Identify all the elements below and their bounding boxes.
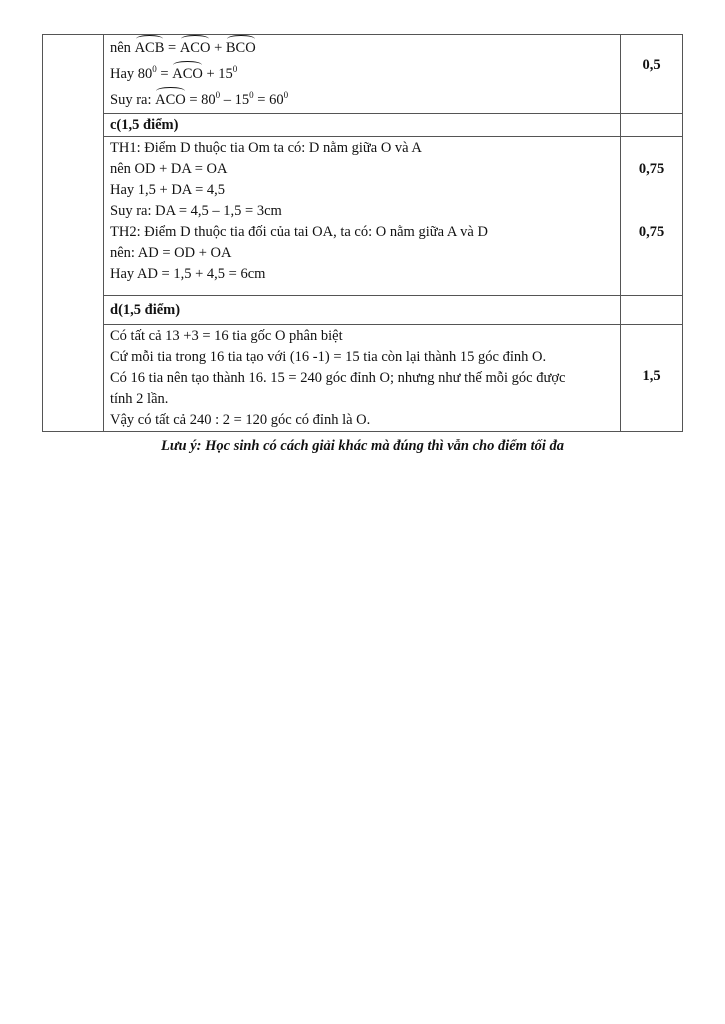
part-c-line: Hay AD = 1,5 + 4,5 = 6cm [110,266,266,282]
part-c-line: nên OD + DA = OA [110,161,228,177]
text: = [164,40,180,56]
part-b-content [104,35,621,114]
part-c-line: TH1: Điểm D thuộc tia Om ta có: D nằm giữa O và A [110,140,422,156]
row-part-d-heading [43,296,683,325]
part-b-line-3 [110,90,614,111]
text: + [210,40,226,56]
text: = 80 [185,92,216,108]
part-b-line-2 [110,64,614,85]
part-d-heading: d(1,5 điểm) [110,302,181,318]
spacer [621,138,682,159]
degree: 0 [283,90,289,100]
score-b: 0,5 [642,57,661,73]
text: = 60 [253,92,284,108]
degree: 0 [249,90,254,100]
score-cell-d [621,325,683,432]
text: = [156,66,173,82]
degree: 0 [152,64,157,74]
degree: 0 [215,90,221,100]
part-d-heading-cell [104,296,621,325]
angle-aco: ACO [155,90,186,111]
score-c-2: 0,75 [638,224,665,240]
spacer [621,201,682,222]
angle-aco: ACO [180,38,211,59]
score-cell-empty [621,296,683,325]
part-b-line-1 [110,38,614,59]
row-part-c-heading [43,114,683,137]
part-d-line: Cứ mỗi tia trong 16 tia tạo với (16 -1) = 15 tia còn lại thành 15 góc đỉnh O. [110,349,547,365]
part-c-heading: c(1,5 điểm) [110,117,179,133]
spacer [621,180,682,201]
text: – 15 [220,92,250,108]
part-c-line: nên: AD = OD + OA [110,245,232,261]
score-c-1: 0,75 [638,161,665,177]
part-c-line: Suy ra: DA = 4,5 – 1,5 = 3cm [110,203,282,219]
part-d-line: Vậy có tất cả 240 : 2 = 120 góc có đỉnh là O. [110,412,371,428]
part-d-line: Có tất cả 13 +3 = 16 tia gốc O phân biệt [110,328,343,344]
score-cell-empty [621,114,683,137]
part-c-line: TH2: Điểm D thuộc tia đối của tai OA, ta có: O nằm giữa A và D [110,224,488,240]
part-c-line: Hay 1,5 + DA = 4,5 [110,182,226,198]
row-part-d [43,325,683,432]
part-d-line: tính 2 lần. [110,391,169,407]
angle-bco: BCO [226,38,256,59]
score-cell-b [621,35,683,114]
part-c-heading-cell [104,114,621,137]
text: Suy ra: [110,92,156,108]
part-d-line: Có 16 tia nên tạo thành 16. 15 = 240 góc đỉnh O; nhưng như thế mỗi góc được [110,370,566,386]
row-part-b [43,35,683,114]
part-d-content [104,325,621,432]
row-part-c [43,137,683,296]
text: + 15 [202,66,233,82]
part-c-content [104,137,621,296]
grading-table [42,34,683,432]
score-cell-c [621,137,683,296]
angle-aco: ACO [172,64,203,85]
text: nên [110,40,135,56]
question-number-cell [43,35,104,432]
angle-acb: ACB [135,38,165,59]
note: Lưu ý: Học sinh có cách giải khác mà đúng thì vẫn cho điểm tối đa [160,438,565,454]
degree: 0 [232,64,238,74]
score-d: 1,5 [642,368,661,384]
text: Hay 80 [110,66,153,82]
